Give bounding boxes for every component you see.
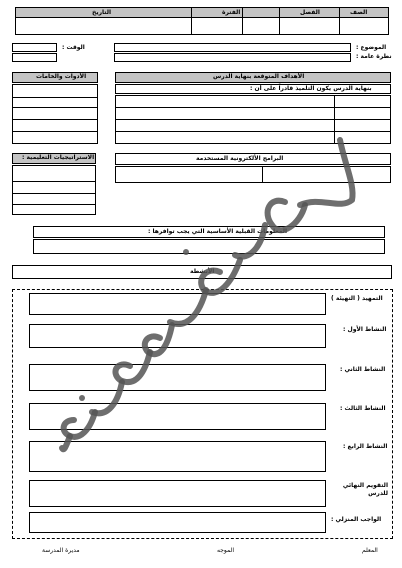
topic-field[interactable] [114,43,351,52]
footer-teacher: المعلم [362,547,378,554]
header-divider [191,7,192,35]
activity-label-warmup: التمهيد ( التهيئة ) [331,295,383,302]
objectives-row-line [115,107,391,108]
footer-principal: مديرة المدرسة [42,547,80,554]
tools-table[interactable] [12,84,98,144]
strategies-row-line [12,181,96,182]
header-divider [242,7,243,35]
header-period: الفترة [222,9,241,16]
header-grade: الصف [350,9,368,16]
prior-knowledge-title: المعلومات القبلية الأساسية التي يجب توافرها : [148,228,288,235]
strategies-row-line [12,193,96,194]
prior-knowledge-field[interactable] [33,239,385,254]
activity-box-4[interactable] [29,441,326,472]
activity-box-2[interactable] [29,364,326,391]
strategies-title: الاستراتيجيات التعليمية : [22,154,95,161]
time-field[interactable] [12,43,57,52]
activity-label-1: النشاط الأول : [343,326,387,333]
lesson-number-label: نطرة عامة : [356,53,392,60]
tools-row-line [12,131,98,132]
software-col-line [262,166,263,183]
software-title: البرامج الألكترونية المستخدمة [196,155,284,162]
software-table[interactable] [115,166,391,183]
header-date: التاريخ [92,9,112,16]
strategies-row-line [12,204,96,205]
activity-label-final: التقويم النهائي للدرس [342,482,388,497]
tools-row-line [12,97,98,98]
header-divider [279,7,280,35]
activity-label-2: النشاط الثاني : [340,366,386,373]
footer-supervisor: الموجه [217,547,234,554]
topic-label: الموضوع : [356,44,387,51]
activities-title: الأنشطة [190,268,215,275]
activity-box-3[interactable] [29,403,326,430]
activity-label-homework: الواجب المنزلي : [331,516,382,523]
objectives-row-line [115,119,391,120]
activity-box-1[interactable] [29,324,326,348]
activity-label-4: النشاط الرابع : [343,443,388,450]
header-divider [339,7,340,35]
activity-box-homework[interactable] [29,512,326,533]
tools-row-line [12,119,98,120]
strategies-table[interactable] [12,165,96,215]
objectives-title: الأهداف المتوقعة بنهاية الدرس [213,73,305,80]
activity-label-3: النشاط الثالث : [340,405,386,412]
objectives-row-line [115,131,391,132]
activity-box-warmup[interactable] [29,293,326,315]
time-field-2[interactable] [12,53,57,62]
lesson-number-field[interactable] [114,53,351,62]
time-label: الوقت : [62,44,85,51]
tools-row-line [12,107,98,108]
objectives-subtitle: بنهاية الدرس يكون التلميذ قادراً على أن : [250,85,372,92]
tools-title: الأدوات والخامات [36,73,87,80]
header-row [15,7,389,18]
header-semester: الفصل [300,9,320,16]
activity-box-final[interactable] [29,480,326,507]
